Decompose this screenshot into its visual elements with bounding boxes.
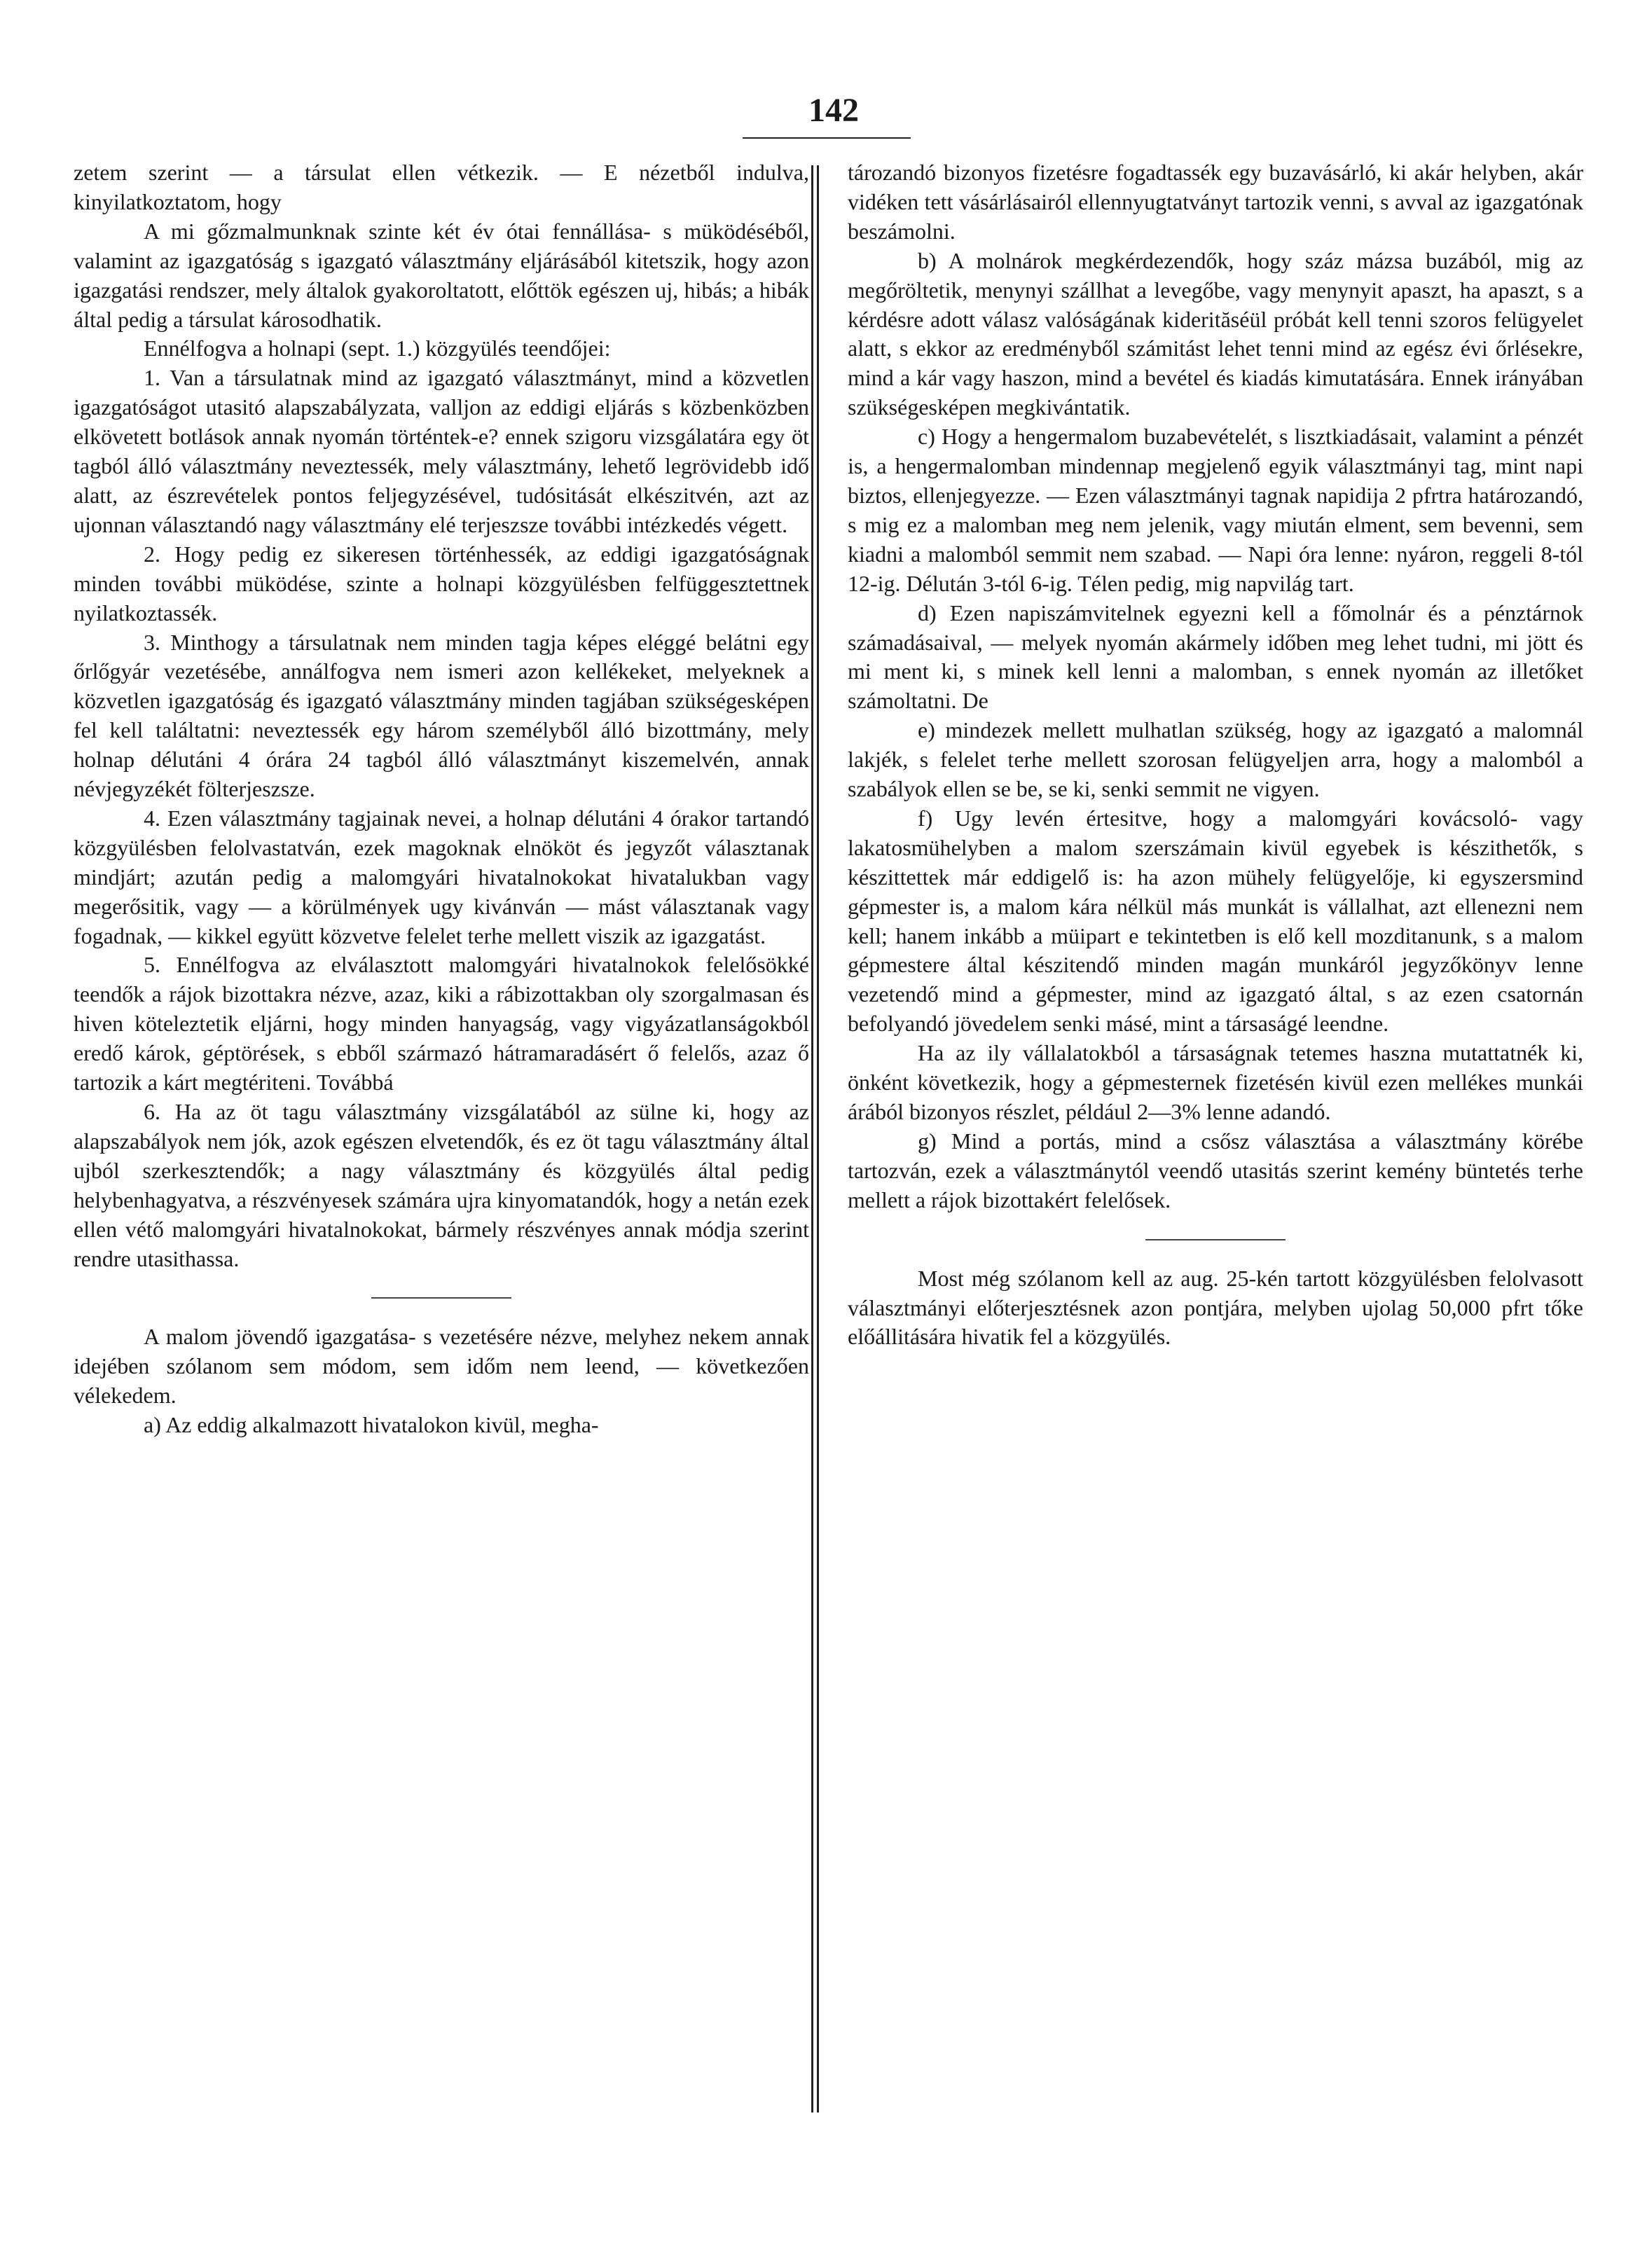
paragraph: a) Az eddig alkalmazott hivatalokon kivül, megha-	[144, 1412, 599, 1438]
paragraph: f) Ugy levén értesitve, hogy a malomgyári kovácsoló- vagy lakatosmühelyben a malom szerszámain kivül egyebek is készithetők, s készittettek már eddigelő is: ha azon mühely felügyelője, ki egyszersmind gépmester is, a malom kára nélkül más munkát is vállalhat, azt ellenezni nem kell; hanem inkább a müipart e tekintetben is elő kell mozditanunk, s a malom gépmestere által készitendő minden magán munkáról jegyzőkönyv lenne vezetendő mind a gépmester, mind az igazgató által, s az ezen csatornán befolyandó jövedelem senki másé, mint a társaságé leendne.	[848, 805, 1583, 1037]
column-divider	[811, 165, 813, 2113]
page-number: 142	[808, 92, 859, 129]
paragraph: Ennélfogva a holnapi (sept. 1.) közgyülés teendőjei:	[144, 336, 611, 361]
paragraph: 5. Ennélfogva az elválasztott malomgyári hivatalnokok felelősökké teendők a rájok bizottakra nézve, azaz, kiki a rábizottakban oly szorgalmasan és hiven köteleztetik eljárni, hogy minden hanyagság, vagy vigyázatlanságokból eredő károk, géptörések, s ebből származó hátramaradásért ő felelős, azaz ő tartozik a kárt megtériteni. Továbbá	[74, 952, 809, 1095]
paragraph: 1. Van a társulatnak mind az igazgató választmányt, mind a közvetlen igazgatóságot utasitó alapszabályzata, valljon az eddigi eljárás s közbenközben elkövetett botlások annak nyomán történtek-e? ennek szigoru vizsgálatára egy öt tagból álló választmány neveztessék, mely választmány, lehető legrövidebb idő alatt, az észrevételek pontos feljegyzésével, tudósitását elkészitvén, azt az ujonnan választandó nagy választmány elé terjeszsze további intézkedés végett.	[74, 365, 809, 537]
header-rule	[743, 137, 911, 139]
section-spacer	[74, 1299, 809, 1322]
paragraph: 4. Ezen választmány tagjainak nevei, a holnap délutáni 4 órakor tartandó közgyülésben felolvastatván, ezek magoknak elnököt és jegyzőt választanak mindjárt; azután pedig a malomgyári hivatalnokokat hivatalukban vagy megerősitik, vagy — a körülmények ugy kivánván — mást választanak vagy fogadnak, — kikkel együtt közvetve felelet terhe mellett viszik az igazgatást.	[74, 805, 809, 948]
section-spacer	[848, 1240, 1583, 1264]
paragraph: b) A molnárok megkérdezendők, hogy száz mázsa buzából, mig az megőröltetik, menynyi szállhat a levegőbe, vagy menynyit apaszt, ha apaszt, s a kérdésre adott válasz valóságának kiderităséül próbát kell tenni szoros felügyelet alatt, s ekkor az eredményből számitást lehet tenni mind az egész évi őrlésekre, mind a kár vagy haszon, mind a bevétel és kiadás kimutatására. Ennek irányában szükségesképen megkivántatik.	[848, 247, 1583, 420]
column-divider	[817, 165, 819, 2113]
right-column	[848, 158, 1583, 1352]
paragraph: 6. Ha az öt tagu választmány vizsgálatából az sülne ki, hogy az alapszabályok nem jók, azok egészen elvetendők, és ez öt tagu választmány által ujból szerkesztendők; a nagy választmány és közgyülés által pedig helybenhagyatva, a részvényesek számára ujra kinyomatandók, hogy a netán ezek ellen vétő malomgyári hivatalnokokat, bármely részvényes annak módja szerint rendre utasithassa.	[74, 1099, 809, 1271]
paragraph: Ha az ily vállalatokból a társaságnak tetemes haszna mutattatnék ki, önként következik, hogy a gépmesternek fizetésén kivül ezen mellékes munkái árából bizonyos részlet, például 2—3% lenne adandó.	[848, 1040, 1583, 1124]
section-spacer	[74, 1273, 809, 1297]
paragraph: A mi gőzmalmunknak szinte két év ótai fennállása- s müködéséből, valamint az igazgatóság s igazgató választmány eljárásából kitetszik, hogy azon igazgatási rendszer, mely általok gyakoroltatott, előttök egészen uj, hibás; a hibák által pedig a társulat károsodhatik.	[74, 218, 809, 332]
left-column	[74, 158, 809, 1440]
paragraph: A malom jövendő igazgatása- s vezetésére nézve, melyhez nekem annak idejében szólanom sem módom, sem időm nem leend, — következően vélekedem.	[74, 1324, 809, 1409]
paragraph: zetem szerint — a társulat ellen vétkezik. — E nézetből indulva, kinyilatkoztatom, hogy	[74, 160, 809, 214]
paragraph: tározandó bizonyos fizetésre fogadtassék egy buzavásárló, ki akár helyben, akár vidéken tett vásárlásairól ellennyugtatványt tartozik venni, s avval az igazgatónak beszámolni.	[848, 160, 1583, 244]
paragraph: c) Hogy a hengermalom buzabevételét, s lisztkiadásait, valamint a pénzét is, a hengermalomban mindennap megjelenő egyik választmányi tag, mint napi biztos, ellenjegyezze. — Ezen választmányi tagnak napidija 2 pfrtra határozandó, s mig ez a malomban meg nem jelenik, vagy miután elment, sem bevenni, sem kiadni a malomból semmit nem szabad. — Napi óra lenne: nyáron, reggeli 8-tól 12-ig. Délután 3-tól 6-ig. Télen pedig, mig napvilág tart.	[848, 424, 1583, 596]
paragraph: e) mindezek mellett mulhatlan szükség, hogy az igazgató a malomnál lakjék, s felelet terhe mellett szorosan felügyeljen arra, hogy a malomból a szabályok ellen se be, se ki, senki semmit ne vigyen.	[848, 717, 1583, 802]
section-spacer	[848, 1215, 1583, 1239]
paragraph: d) Ezen napiszámvitelnek egyezni kell a főmolnár és a pénztárnok számadásaival, — melyek nyomán akármely időben meg lehet tudni, mi jött és mi ment ki, s minek kell lenni a malomban, s ennek nyomán az illetőket számoltatni. De	[848, 600, 1583, 714]
paragraph: 3. Minthogy a társulatnak nem minden tagja képes eléggé belátni egy őrlőgyár vezetésébe, annálfogva nem ismeri azon kellékeket, melyeknek a közvetlen igazgatóság és igazgató választmány minden tagjában szükségesképen fel kell találtatni: neveztessék egy három személyből álló bizottmány, mely holnap délutáni 4 órára 24 tagból álló választmányt kiszemelvén, annak névjegyzékét fölterjeszsze.	[74, 629, 809, 802]
paragraph: g) Mind a portás, mind a csősz választása a választmány körébe tartozván, ezek a választmánytól veendő utasitás szerint kemény büntetés terhe mellett a rájok bizottakért felelősek.	[848, 1128, 1583, 1212]
paragraph: Most még szólanom kell az aug. 25-kén tartott közgyülésben felolvasott választmányi előterjesztésnek azon pontjára, melyben ujolag 50,000 pfrt tőke előállitására hivatik fel a közgyülés.	[848, 1265, 1583, 1350]
paragraph: 2. Hogy pedig ez sikeresen történhessék, az eddigi igazgatóságnak minden további müködése, szinte a holnapi közgyülésben felfüggesztettnek nyilatkoztassék.	[74, 541, 809, 625]
